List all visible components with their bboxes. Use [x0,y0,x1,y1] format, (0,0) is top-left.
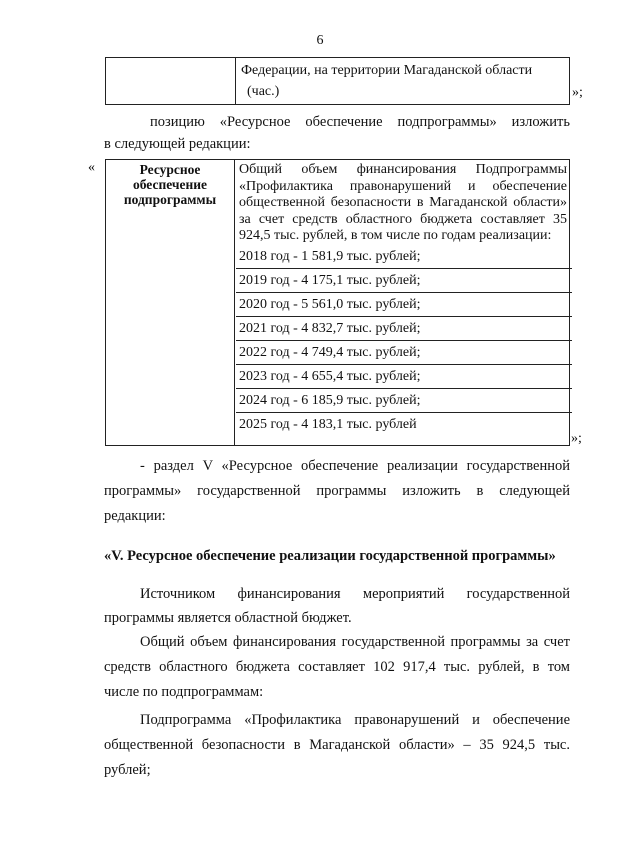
year-row: 2020 год - 5 561,0 тыс. рублей; [236,292,572,316]
page-number: 6 [316,33,324,48]
section-instruction-line: - раздел V «Ресурсное обеспечение реализации государственной [140,458,570,474]
paragraph-line: Подпрограмма «Профилактика правонарушений и обеспечение [140,712,570,728]
paragraph-line: программы является областной бюджет. [104,610,352,626]
paragraph-line: рублей; [104,762,151,778]
year-row: 2019 год - 4 175,1 тыс. рублей; [236,268,572,292]
table-value-line: (час.) [247,84,280,99]
opening-quote: « [88,160,95,175]
table-fragment-top [105,57,570,105]
year-row: 2025 год - 4 183,1 тыс. рублей [236,412,572,436]
paragraph-line: Общий объем финансирования государственной программы за счет [140,634,570,650]
table-value-cell [241,60,566,102]
section-heading: «V. Ресурсное обеспечение реализации государственной программы» [104,548,556,564]
paragraph-line: средств областного бюджета составляет 102 917,4 тыс. рублей, в том [104,659,570,675]
resource-intro-text: Общий объем финансирования Подпрограммы «Профилактика правонарушений и обеспечение общественной безопасности в Магаданской области» за счет средств областного бюджета составляет 35 924,5 тыс. рублей, в том числе по годам реализации: [239,162,567,243]
section-instruction-line: редакции: [104,508,166,524]
section-instruction-line: программы» государственной программы изложить в следующей [104,483,570,499]
year-row: 2024 год - 6 185,9 тыс. рублей; [236,388,572,412]
closing-quote: »; [572,85,583,100]
year-row: 2023 год - 4 655,4 тыс. рублей; [236,364,572,388]
year-list [239,245,567,436]
table-value-line: Федерации, на территории Магаданской области [241,63,533,78]
year-row: 2022 год - 4 749,4 тыс. рублей; [236,340,572,364]
closing-quote: »; [571,431,582,446]
year-row: 2021 год - 4 832,7 тыс. рублей; [236,316,572,340]
resource-table [105,159,570,446]
instruction-line: в следующей редакции: [104,136,251,152]
paragraph-line: Источником финансирования мероприятий государственной [140,586,570,602]
resource-label-cell: Ресурсное обеспечение подпрограммы [106,160,235,445]
resource-value-cell [239,162,567,436]
year-row: 2018 год - 1 581,9 тыс. рублей; [239,248,421,264]
paragraph-line: общественной безопасности в Магаданской области» – 35 924,5 тыс. [104,737,570,753]
instruction-line: позицию «Ресурсное обеспечение подпрограммы» изложить [150,114,570,130]
paragraph-line: числе по подпрограммам: [104,684,264,700]
table-label-cell-empty [106,58,236,104]
